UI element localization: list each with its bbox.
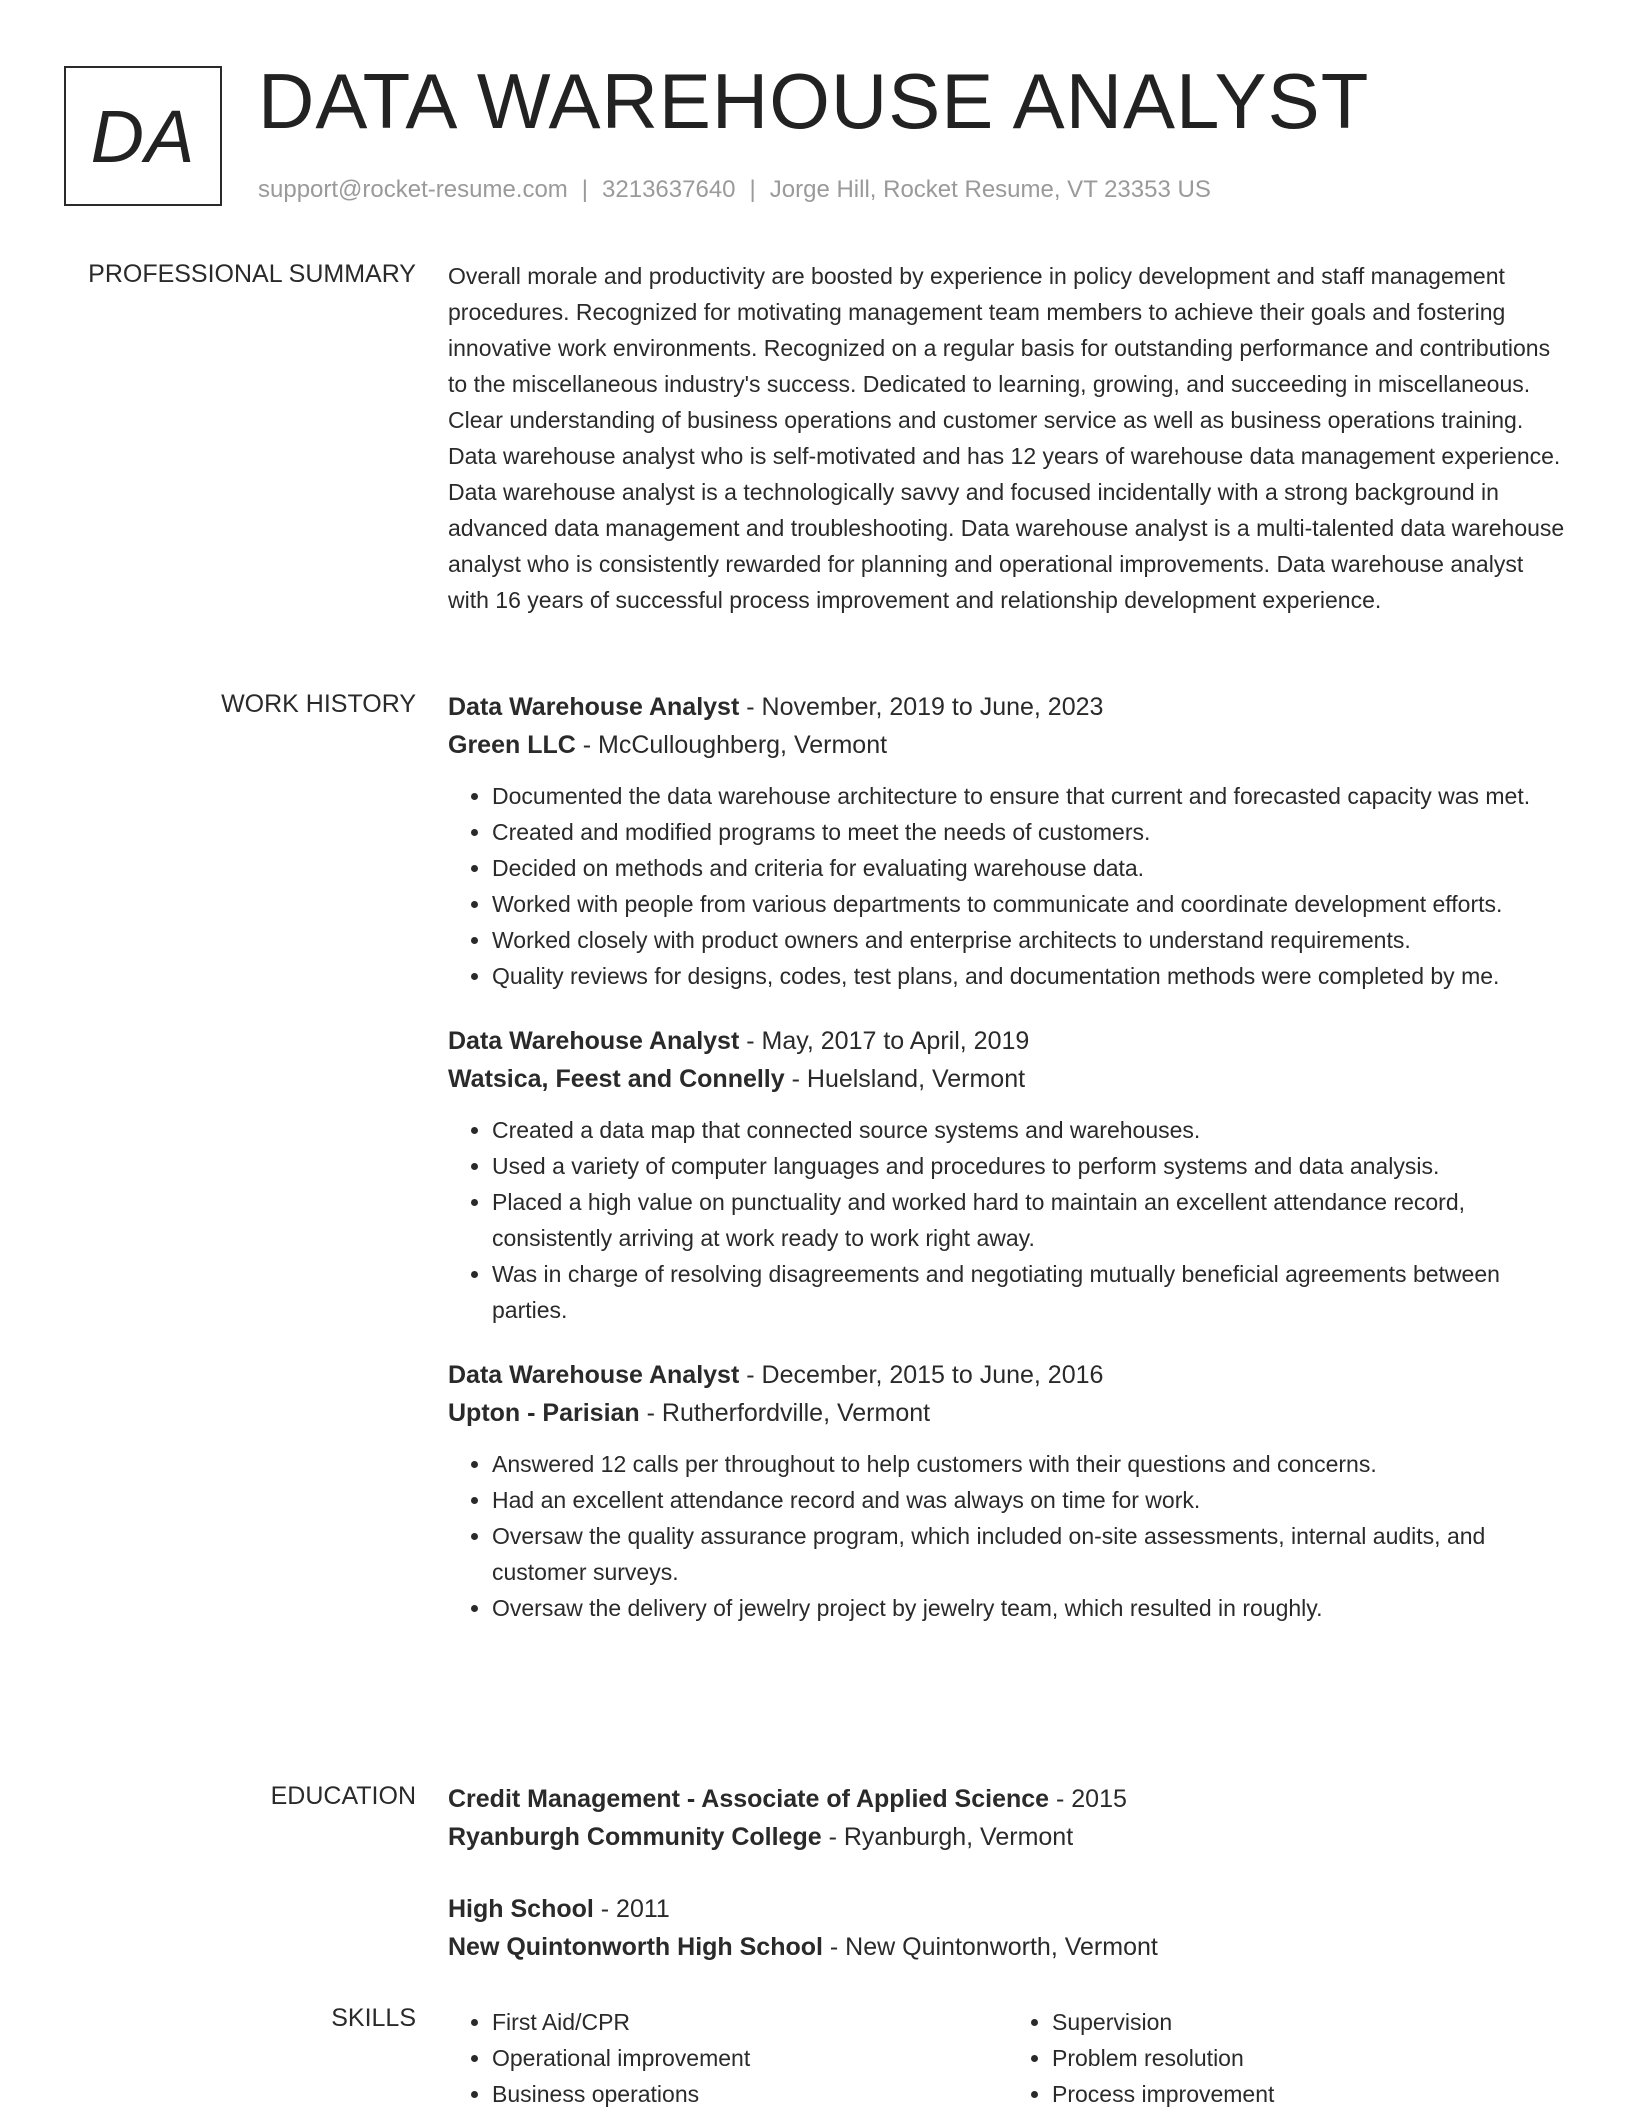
- job-company-line: [448, 726, 1568, 764]
- contact-phone: 3213637640: [602, 176, 736, 203]
- job-dates: - May, 2017 to April, 2019: [739, 1027, 1030, 1055]
- section-label-summary: PROFESSIONAL SUMMARY: [88, 260, 416, 288]
- degree-year: - 2011: [593, 1895, 670, 1923]
- school-location: - Ryanburgh, Vermont: [821, 1823, 1074, 1851]
- job-bullets: [448, 778, 1568, 994]
- bullet-item: • Oversaw the quality assurance program, which included on-site assessments, internal audits, and customer surveys.: [492, 1518, 1568, 1590]
- job-title: Data Warehouse Analyst: [448, 693, 740, 721]
- job-entry: [448, 1356, 1568, 1626]
- skill-item: • Process improvement: [1052, 2076, 1568, 2112]
- bullet-item: • Worked with people from various departments to communicate and coordinate development efforts.: [492, 886, 1568, 922]
- section-label-work-history: WORK HISTORY: [221, 690, 416, 718]
- contact-line: [258, 176, 1211, 204]
- bullet-item: • Oversaw the delivery of jewelry project by jewelry team, which resulted in roughly.: [492, 1590, 1568, 1626]
- bullet-item: • Decided on methods and criteria for evaluating warehouse data.: [492, 850, 1568, 886]
- skill-item: • Supervision: [1052, 2004, 1568, 2040]
- job-bullets: [448, 1446, 1568, 1626]
- skill-item: • Operational improvement: [492, 2040, 1008, 2076]
- degree-line: [448, 1780, 1568, 1818]
- school-line: [448, 1928, 1568, 1966]
- degree-year: - 2015: [1049, 1785, 1127, 1813]
- job-company: Watsica, Feest and Connelly: [448, 1065, 785, 1093]
- contact-email: support@rocket-resume.com: [258, 176, 568, 203]
- bullet-item: • Created and modified programs to meet the needs of customers.: [492, 814, 1568, 850]
- job-entry: [448, 1022, 1568, 1328]
- summary-text: Overall morale and productivity are boosted by experience in policy development and staff management procedures. Recognized for motivating management team members to achieve their goals and fostering innovative work environments. Recognized on a regular basis for outstanding performance and contributions to the miscellaneous industry's success. Dedicated to learning, growing, and succeeding in miscellaneous. Clear understanding of business operations and customer service as well as business operations training. Data warehouse analyst who is self-motivated and has 12 years of warehouse data management experience. Data warehouse analyst is a technologically savvy and focused incidentally with a strong background in advanced data management and troubleshooting. Data warehouse analyst is a multi-talented data warehouse analyst who is consistently rewarded for planning and operational improvements. Data warehouse analyst with 16 years of successful process improvement and relationship development experience.: [448, 263, 1565, 613]
- school-name: Ryanburgh Community College: [448, 1823, 822, 1851]
- degree-name: High School: [448, 1895, 594, 1923]
- skills-column-right: [1008, 2004, 1568, 2112]
- job-location: - Huelsland, Vermont: [784, 1065, 1026, 1093]
- job-location: - McCulloughberg, Vermont: [575, 731, 888, 759]
- bullet-item: • Quality reviews for designs, codes, test plans, and documentation methods were completed by me.: [492, 958, 1568, 994]
- job-company: Upton - Parisian: [448, 1399, 640, 1427]
- degree-name: Credit Management - Associate of Applied Science: [448, 1785, 1050, 1813]
- resume-title: DATA WAREHOUSE ANALYST: [258, 57, 1370, 145]
- job-bullets: [448, 1112, 1568, 1328]
- job-title: Data Warehouse Analyst: [448, 1027, 740, 1055]
- contact-address: Jorge Hill, Rocket Resume, VT 23353 US: [769, 176, 1211, 203]
- job-title: Data Warehouse Analyst: [448, 1361, 740, 1389]
- summary-body: [448, 258, 1568, 618]
- school-name: New Quintonworth High School: [448, 1933, 823, 1961]
- job-dates: - November, 2019 to June, 2023: [739, 693, 1104, 721]
- section-label-skills: SKILLS: [331, 2004, 416, 2032]
- job-title-line: [448, 1356, 1568, 1394]
- contact-separator: |: [581, 176, 589, 203]
- work-history-body: [448, 688, 1568, 1654]
- bullet-item: • Used a variety of computer languages and procedures to perform systems and data analysis.: [492, 1148, 1568, 1184]
- education-body: [448, 1780, 1568, 2000]
- section-label-education: EDUCATION: [270, 1782, 416, 1810]
- bullet-item: • Was in charge of resolving disagreements and negotiating mutually beneficial agreements between parties.: [492, 1256, 1568, 1328]
- bullet-item: • Had an excellent attendance record and was always on time for work.: [492, 1482, 1568, 1518]
- skills-column-left: [448, 2004, 1008, 2112]
- job-dates: - December, 2015 to June, 2016: [739, 1361, 1104, 1389]
- job-entry: [448, 688, 1568, 994]
- education-entry: [448, 1780, 1568, 1856]
- school-line: [448, 1818, 1568, 1856]
- school-location: - New Quintonworth, Vermont: [822, 1933, 1158, 1961]
- bullet-item: • Placed a high value on punctuality and worked hard to maintain an excellent attendance record, consistently arriving at work ready to work right away.: [492, 1184, 1568, 1256]
- job-title-line: [448, 1022, 1568, 1060]
- job-company-line: [448, 1060, 1568, 1098]
- education-entry: [448, 1890, 1568, 1966]
- monogram-badge: DA: [64, 66, 222, 206]
- bullet-item: • Worked closely with product owners and enterprise architects to understand requirements.: [492, 922, 1568, 958]
- degree-line: [448, 1890, 1568, 1928]
- job-location: - Rutherfordville, Vermont: [639, 1399, 931, 1427]
- bullet-item: • Answered 12 calls per throughout to help customers with their questions and concerns.: [492, 1446, 1568, 1482]
- job-company-line: [448, 1394, 1568, 1432]
- job-company: Green LLC: [448, 731, 576, 759]
- skill-item: • First Aid/CPR: [492, 2004, 1008, 2040]
- job-title-line: [448, 688, 1568, 726]
- skill-item: • Problem resolution: [1052, 2040, 1568, 2076]
- skill-item: • Business operations: [492, 2076, 1008, 2112]
- skills-grid: [448, 2004, 1568, 2112]
- contact-separator: |: [749, 176, 756, 203]
- skills-body: [448, 2004, 1568, 2112]
- bullet-item: • Created a data map that connected source systems and warehouses.: [492, 1112, 1568, 1148]
- bullet-item: • Documented the data warehouse architecture to ensure that current and forecasted capacity was met.: [492, 778, 1568, 814]
